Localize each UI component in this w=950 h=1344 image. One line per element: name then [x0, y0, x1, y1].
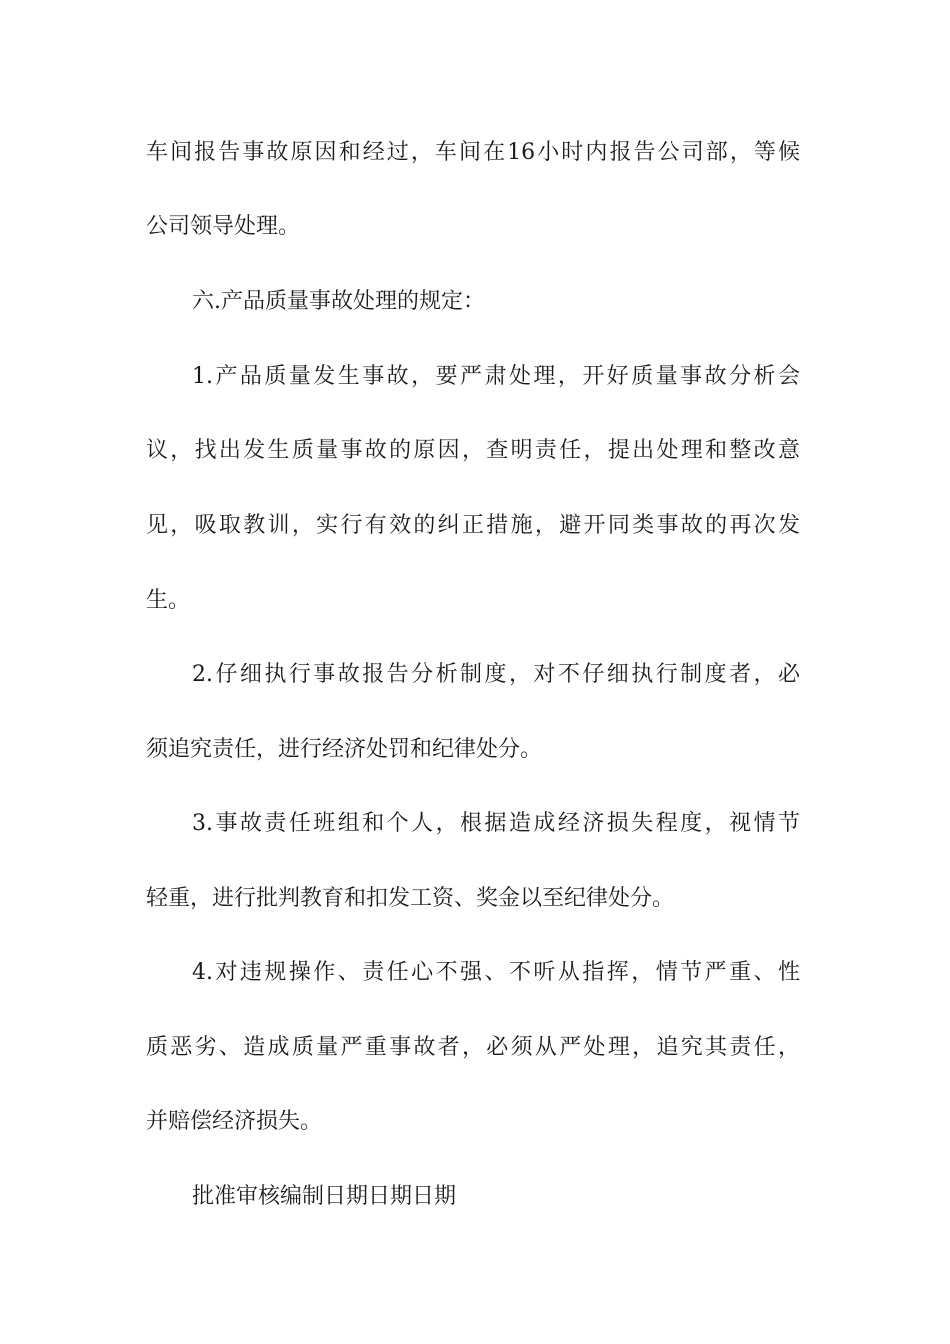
- paragraph-line: 须追究责任，进行经济处罚和纪律处分。: [146, 737, 543, 762]
- section-heading: 六.产品质量事故处理的规定：: [192, 289, 485, 314]
- paragraph-line: 并赔偿经济损失。: [146, 1109, 323, 1134]
- paragraph-line: 质恶劣、造成质量严重事故者，必须从严处理，追究其责任，: [146, 1035, 800, 1060]
- paragraph-line: 4.对违规操作、责任心不强、不听从指挥，情节严重、性: [192, 960, 800, 985]
- paragraph-line: 2.仔细执行事故报告分析制度，对不仔细执行制度者，必: [192, 662, 800, 687]
- paragraph-line: 3.事故责任班组和个人，根据造成经济损失程度，视情节: [192, 811, 800, 836]
- paragraph-line: 生。: [146, 588, 191, 613]
- paragraph-line: 见，吸取教训，实行有效的纠正措施，避开同类事故的再次发: [146, 513, 800, 538]
- paragraph-line: 议，找出发生质量事故的原因，查明责任，提出处理和整改意: [146, 438, 800, 463]
- paragraph-line: 1.产品质量发生事故，要严肃处理，开好质量事故分析会: [192, 364, 800, 389]
- signature-row: 批准审核编制日期日期日期: [192, 1184, 457, 1209]
- paragraph-line: 轻重，进行批判教育和扣发工资、奖金以至纪律处分。: [146, 886, 675, 911]
- paragraph-line: 公司领导处理。: [146, 214, 301, 239]
- paragraph-line: 车间报告事故原因和经过，车间在16小时内报告公司部，等候: [146, 140, 800, 165]
